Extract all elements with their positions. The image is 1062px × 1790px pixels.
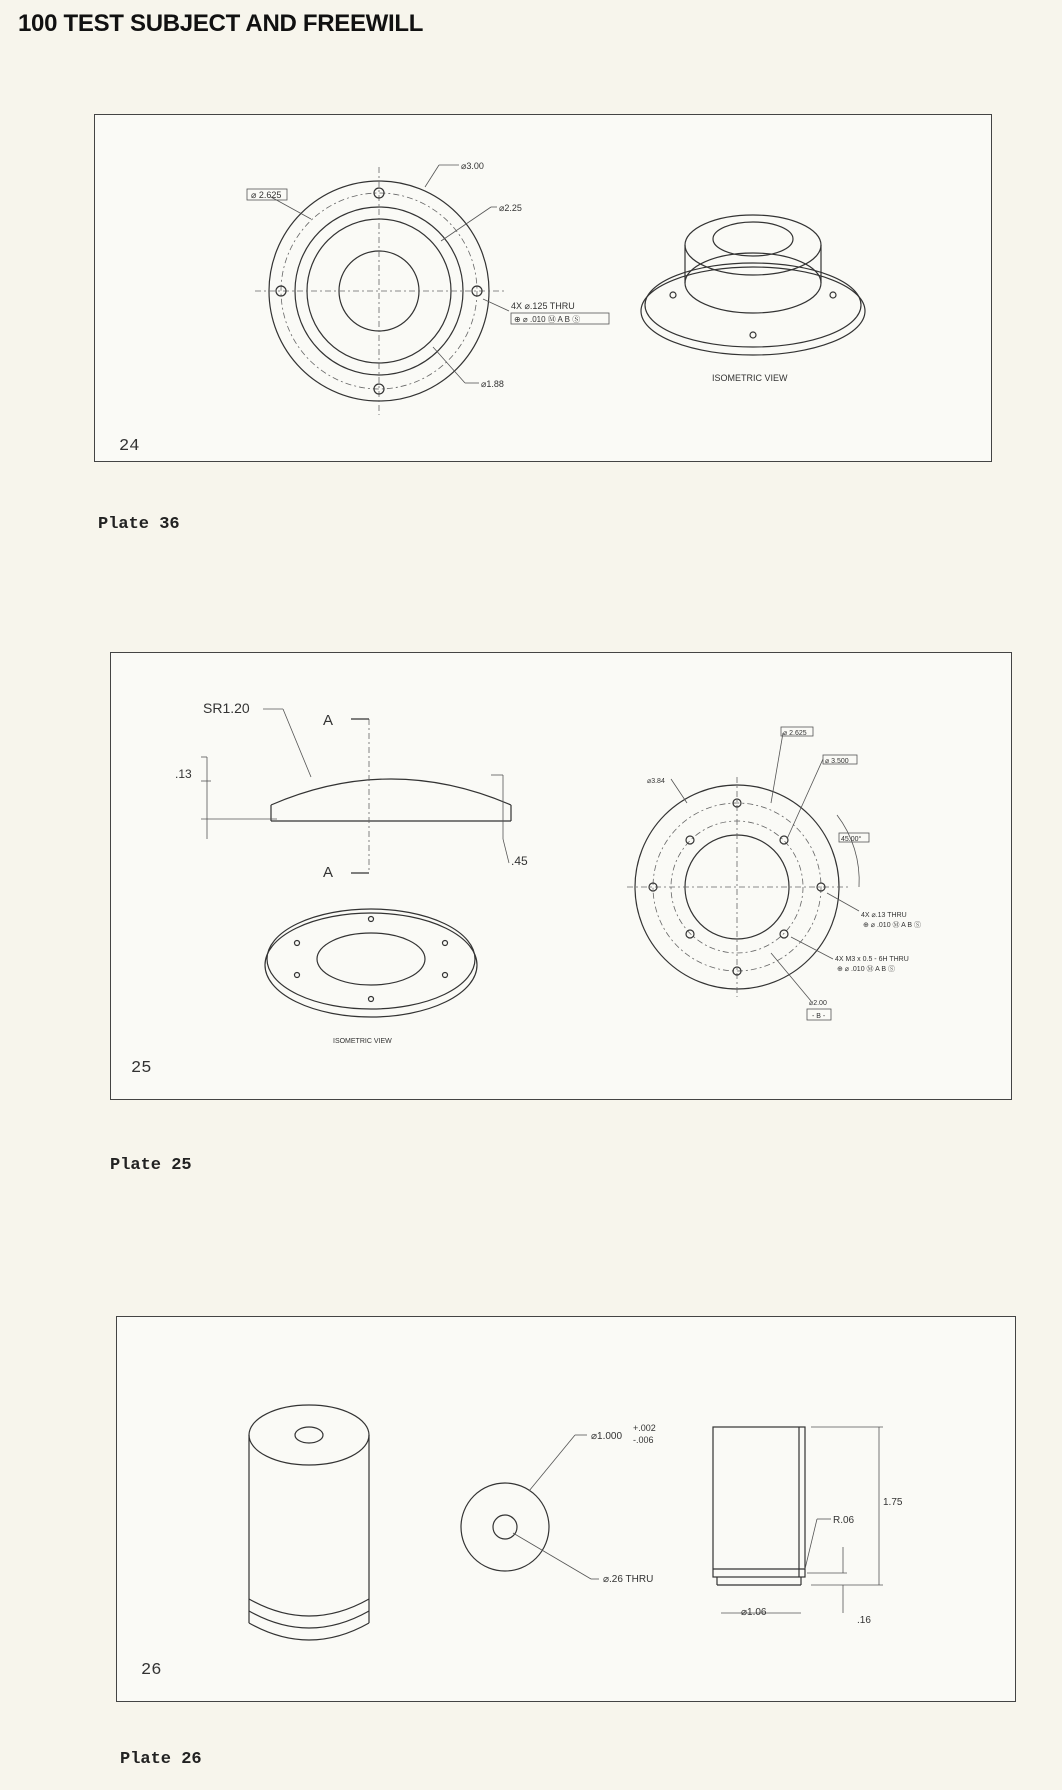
plate-caption: Plate 26 xyxy=(120,1750,202,1769)
dim-holes: 4X ⌀.125 THRU xyxy=(511,301,575,311)
flange-isometric-view xyxy=(641,215,865,355)
plate-25-frame xyxy=(110,652,1012,1100)
dim-dia-200: ⌀2.00 xyxy=(809,1000,827,1007)
dim-16: .16 xyxy=(857,1615,871,1626)
tol-lower: -.006 xyxy=(633,1435,654,1445)
dim-r06: R.06 xyxy=(833,1515,855,1526)
iso-label: ISOMETRIC VIEW xyxy=(712,373,788,383)
plate-26-frame xyxy=(116,1316,1016,1702)
dim-dia-384: ⌀3.84 xyxy=(647,778,665,785)
ring-isometric-view xyxy=(265,909,477,1017)
iso-label: ISOMETRIC VIEW xyxy=(333,1038,392,1045)
dim-dia-2625: ⌀ 2.625 xyxy=(251,190,282,200)
plate-25-drawing xyxy=(111,653,1011,1099)
ring-front-view xyxy=(627,733,859,1001)
dim-angle: 45.00° xyxy=(841,836,862,843)
dim-holes: 4X ⌀.13 THRU xyxy=(861,912,907,919)
tol-upper: +.002 xyxy=(633,1423,656,1433)
dim-dia-106: ⌀1.06 xyxy=(741,1607,767,1618)
plate-24-frame xyxy=(94,114,992,462)
dim-dia-2625: ⌀ 2.625 xyxy=(783,730,807,737)
dim-dia-225: ⌀2.25 xyxy=(499,203,522,213)
dome-section-view xyxy=(201,709,511,873)
plate-caption: Plate 36 xyxy=(98,515,180,534)
dim-dia-300: ⌀3.00 xyxy=(461,161,484,171)
dim-dia-3500: ⌀ 3.500 xyxy=(825,758,849,765)
plate-26-drawing xyxy=(117,1317,1015,1701)
plate-number: 25 xyxy=(131,1059,152,1078)
dim-13: .13 xyxy=(175,767,192,781)
section-a-top: A xyxy=(323,712,334,729)
cylinder-side-view xyxy=(713,1427,883,1613)
dim-sr: SR1.20 xyxy=(203,700,250,716)
dim-dia-188: ⌀1.88 xyxy=(481,379,504,389)
tolerance-text: ⊕ ⌀ .010 Ⓜ A B Ⓢ xyxy=(514,315,581,324)
cylinder-isometric-view xyxy=(249,1405,369,1640)
plate-number: 24 xyxy=(119,437,140,456)
page-header: 100 TEST SUBJECT AND FREEWILL xyxy=(18,10,424,37)
plate-caption: Plate 25 xyxy=(110,1156,192,1175)
dim-175: 1.75 xyxy=(883,1497,903,1508)
tolerance-text-1: ⊕ ⌀ .010 Ⓜ A B Ⓢ xyxy=(863,922,921,929)
flange-front-view xyxy=(255,165,509,415)
dim-dia-1000: ⌀1.000 xyxy=(591,1431,623,1442)
dim-45: .45 xyxy=(511,854,528,868)
section-a-bottom: A xyxy=(323,864,334,881)
dim-thread: 4X M3 x 0.5 - 6H THRU xyxy=(835,956,909,963)
tolerance-text-2: ⊕ ⌀ .010 Ⓜ A B Ⓢ xyxy=(837,966,895,973)
plate-number: 26 xyxy=(141,1661,162,1680)
disk-front-view xyxy=(461,1435,599,1579)
dim-thru: ⌀.26 THRU xyxy=(603,1574,654,1585)
plate-24-drawing xyxy=(95,115,991,461)
datum-b: - B - xyxy=(812,1013,826,1020)
